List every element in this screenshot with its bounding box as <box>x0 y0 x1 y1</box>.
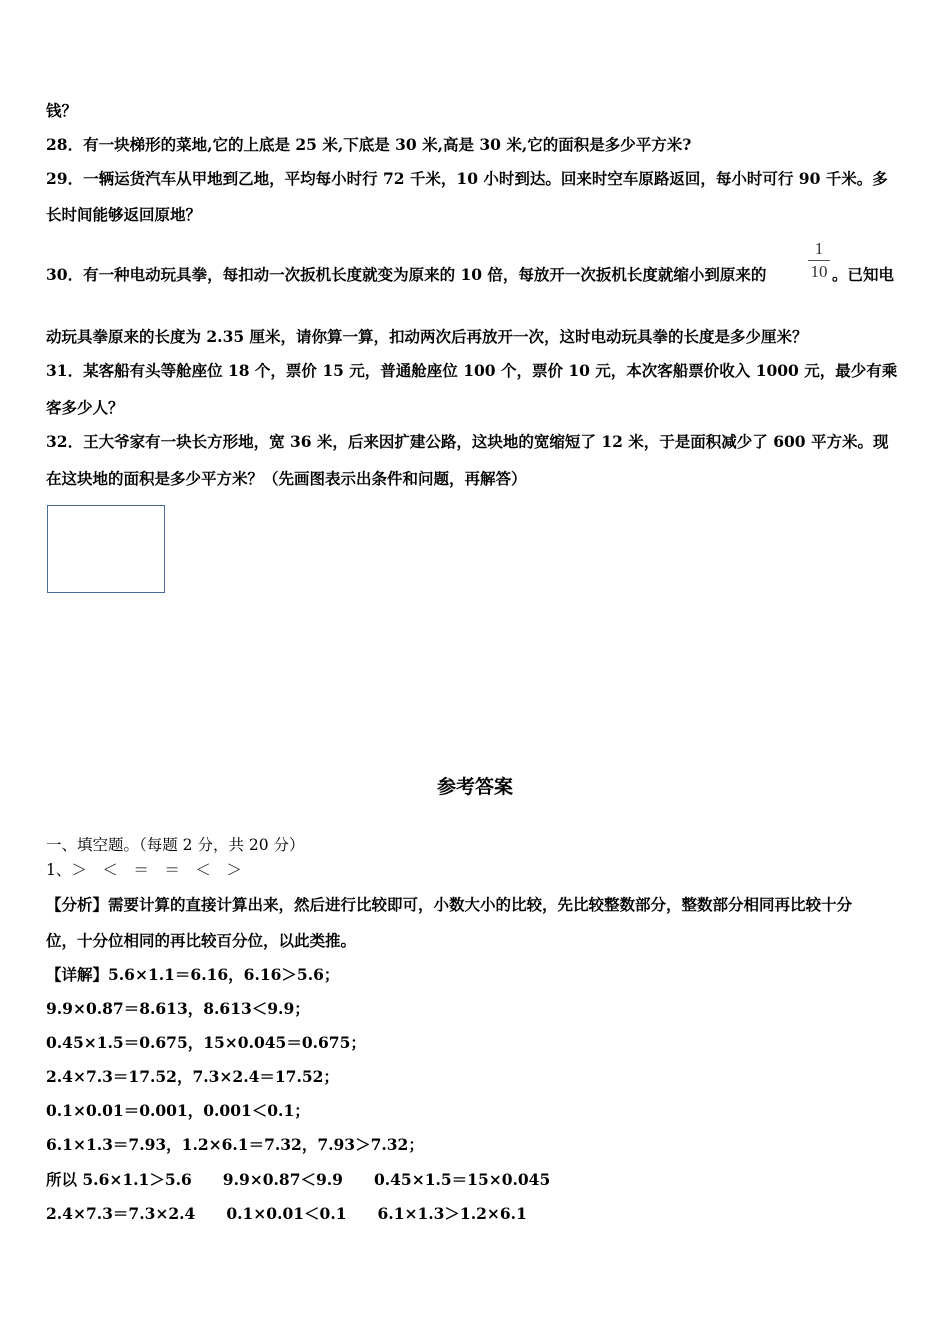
question-32-line1: 32．王大爷家有一块长方形地，宽 36 米，后来因扩建公路，这块地的宽缩短了 12 米，于是面积减少了 600 平方米。现 <box>46 432 889 451</box>
question-30-line1: 30．有一种电动玩具拳，每扣动一次扳机长度就变为原来的 10 倍，每放开一次扳机长度就缩小到原来的 <box>46 265 767 284</box>
question-29-line2: 长时间能够返回原地？ <box>46 205 202 224</box>
answer-summary-line2: 2.4×7.3＝7.3×2.4 0.1×0.01＜0.1 6.1×1.3＞1.2×6.1 <box>46 1204 527 1223</box>
answer-analysis-line1: 【分析】需要计算的直接计算出来，然后进行比较即可，小数大小的比较，先比较整数部分，整数部分相同再比较十分 <box>46 895 853 914</box>
question-30-tail: 。已知电 <box>832 265 895 284</box>
answer-1: 1、＞ ＜ ＝ ＝ ＜ ＞ <box>46 861 242 879</box>
answer-section-heading: 一、填空题。（每题 2 分，共 20 分） <box>46 836 305 854</box>
fraction-denominator: 10 <box>810 262 828 281</box>
answers-title: 参考答案 <box>436 776 513 798</box>
answer-analysis-line2: 位，十分位相同的再比较百分位，以此类推。 <box>46 931 357 950</box>
question-28: 28．有一块梯形的菜地,它的上底是 25 米,下底是 30 米,高是 30 米,它的面积是多少平方米? <box>46 135 692 154</box>
question-continuation: 钱？ <box>46 101 78 120</box>
question-32-line2: 在这块地的面积是多少平方米？（先画图表示出条件和问题，再解答） <box>46 469 527 488</box>
fraction-one-tenth <box>808 240 830 281</box>
question-31-line2: 客多少人？ <box>46 398 124 417</box>
question-31-line1: 31．某客船有头等舱座位 18 个，票价 15 元，普通舱座位 100 个，票价 10 元，本次客船票价收入 1000 元，最少有乘 <box>46 361 898 380</box>
answer-summary-line1: 所以 5.6×1.1＞5.6 9.9×0.87＜9.9 0.45×1.5＝15×0.045 <box>46 1170 551 1189</box>
answer-detail-line: 【详解】5.6×1.1＝6.16，6.16＞5.6； <box>46 965 340 984</box>
answer-detail-line: 0.1×0.01＝0.001，0.001＜0.1； <box>46 1101 310 1120</box>
fraction-bar <box>808 260 830 261</box>
drawing-rectangle <box>47 505 165 593</box>
question-30-line2: 动玩具拳原来的长度为 2.35 厘米，请你算一算，扣动两次后再放开一次，这时电动玩具拳的长度是多少厘米？ <box>46 327 808 346</box>
question-29-line1: 29．一辆运货汽车从甲地到乙地，平均每小时行 72 千米，10 小时到达。回来时空车原路返回，每小时可行 90 千米。多 <box>46 169 888 188</box>
answer-detail-line: 6.1×1.3＝7.93，1.2×6.1＝7.32，7.93＞7.32； <box>46 1135 424 1154</box>
answer-detail-line: 0.45×1.5＝0.675，15×0.045＝0.675； <box>46 1033 366 1052</box>
fraction-numerator: 1 <box>814 239 824 258</box>
answer-detail-line: 9.9×0.87＝8.613，8.613＜9.9； <box>46 999 310 1018</box>
answer-detail-line: 2.4×7.3＝17.52，7.3×2.4＝17.52； <box>46 1067 339 1086</box>
